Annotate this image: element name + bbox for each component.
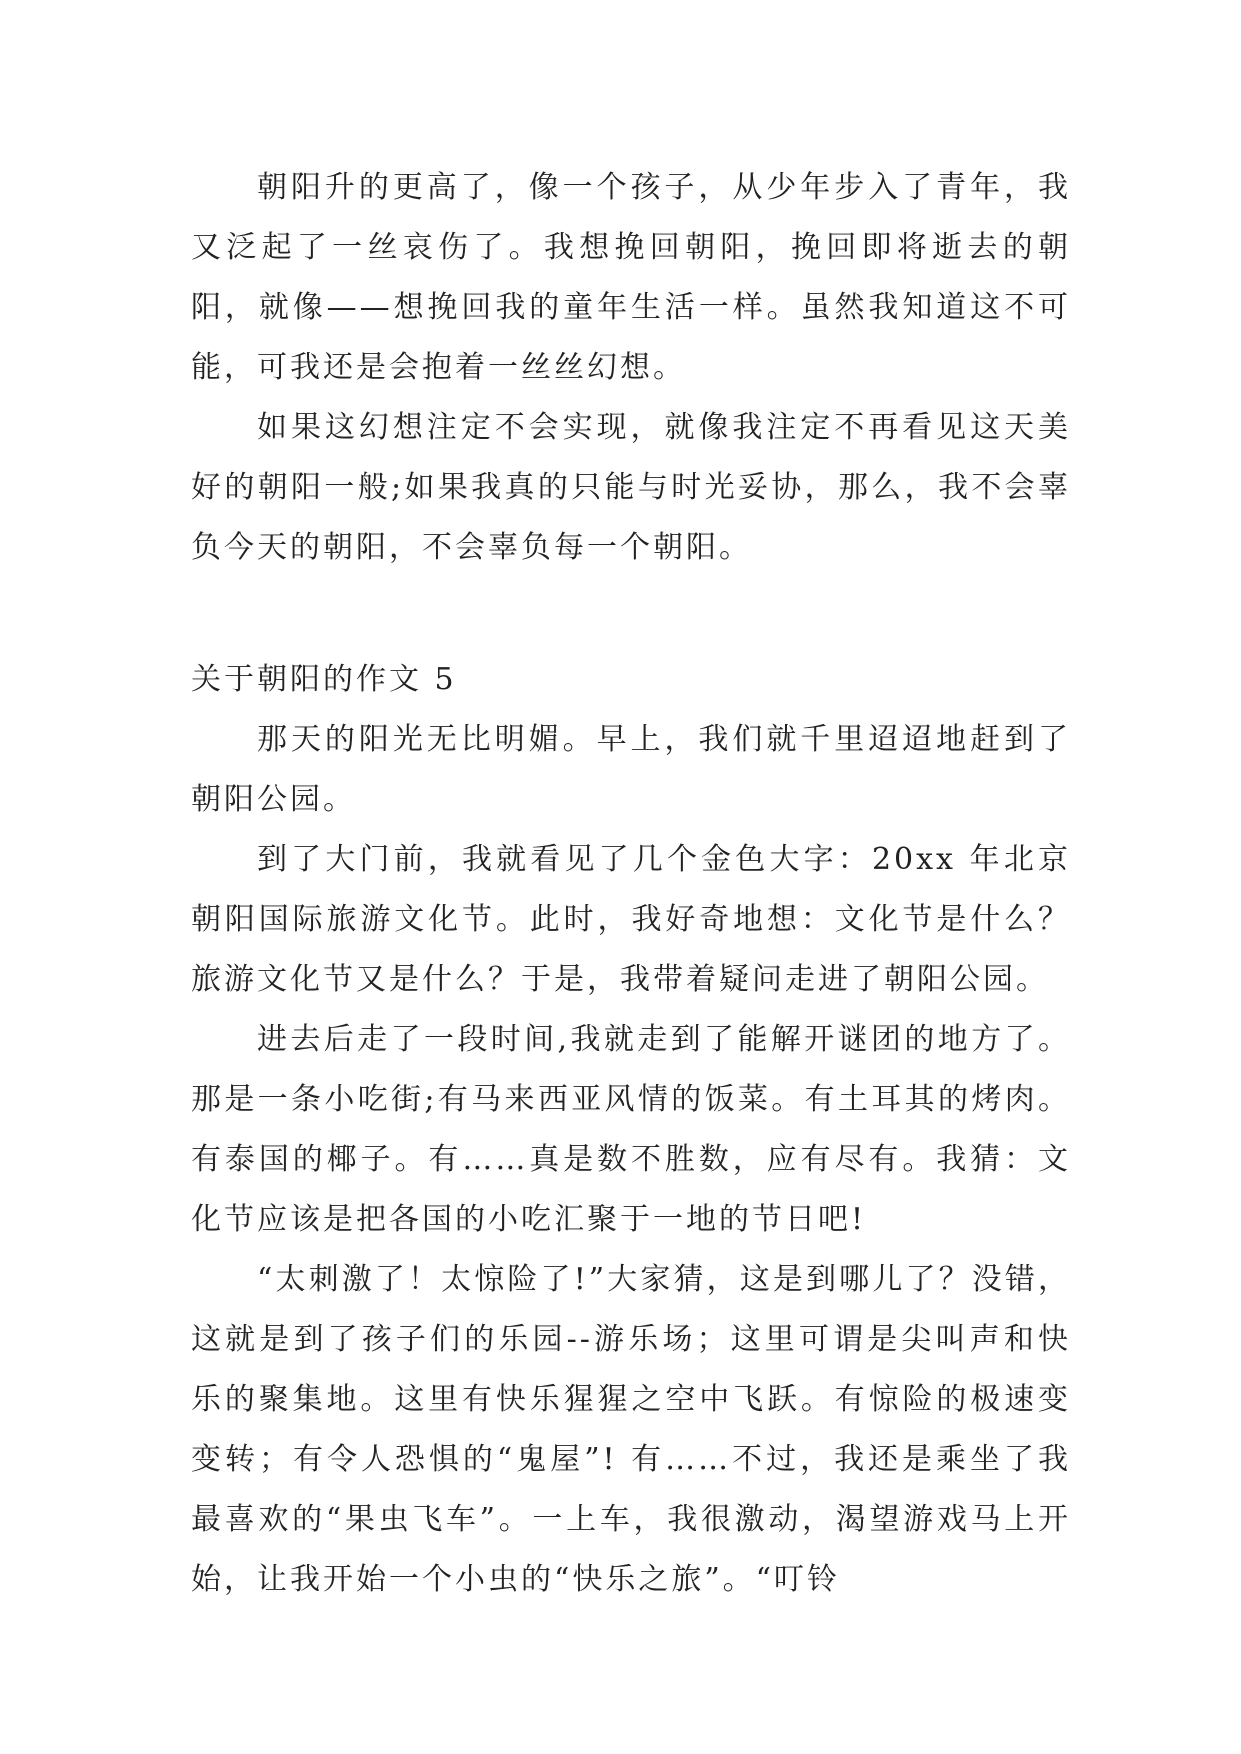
- paragraph: 到了大门前，我就看见了几个金色大字：20xx 年北京朝阳国际旅游文化节。此时，我好奇地想：文化节是什么？旅游文化节又是什么？于是，我带着疑问走进了朝阳公园。: [191, 842, 1071, 997]
- document-body: [191, 158, 1071, 1610]
- paragraph: 朝阳升的更高了，像一个孩子，从少年步入了青年，我又泛起了一丝哀伤了。我想挽回朝阳，挽回即将逝去的朝阳，就像——想挽回我的童年生活一样。虽然我知道这不可能，可我还是会抱着一丝丝幻想。: [191, 170, 1071, 385]
- paragraph: 那天的阳光无比明媚。早上，我们就千里迢迢地赶到了朝阳公园。: [191, 722, 1071, 817]
- paragraph: 如果这幻想注定不会实现，就像我注定不再看见这天美好的朝阳一般;如果我真的只能与时光妥协，那么，我不会辜负今天的朝阳，不会辜负每一个朝阳。: [191, 410, 1071, 565]
- paragraph: 进去后走了一段时间,我就走到了能解开谜团的地方了。那是一条小吃街;有马来西亚风情的饭菜。有土耳其的烤肉。有泰国的椰子。有……真是数不胜数，应有尽有。我猜：文化节应该是把各国的小吃汇聚于一地的节日吧!: [191, 1022, 1071, 1237]
- section-heading: 关于朝阳的作文 5: [191, 662, 457, 697]
- paragraph: “太刺激了！太惊险了!”大家猜，这是到哪儿了？没错，这就是到了孩子们的乐园--游乐场；这里可谓是尖叫声和快乐的聚集地。这里有快乐猩猩之空中飞跃。有惊险的极速变变转；有令人恐惧的“鬼屋”! 有……不过，我还是乘坐了我最喜欢的“果虫飞车”。一上车，我很激动，渴望游戏马上开始，让我开始一个小虫的“快乐之旅”。“叮铃: [191, 1262, 1071, 1597]
